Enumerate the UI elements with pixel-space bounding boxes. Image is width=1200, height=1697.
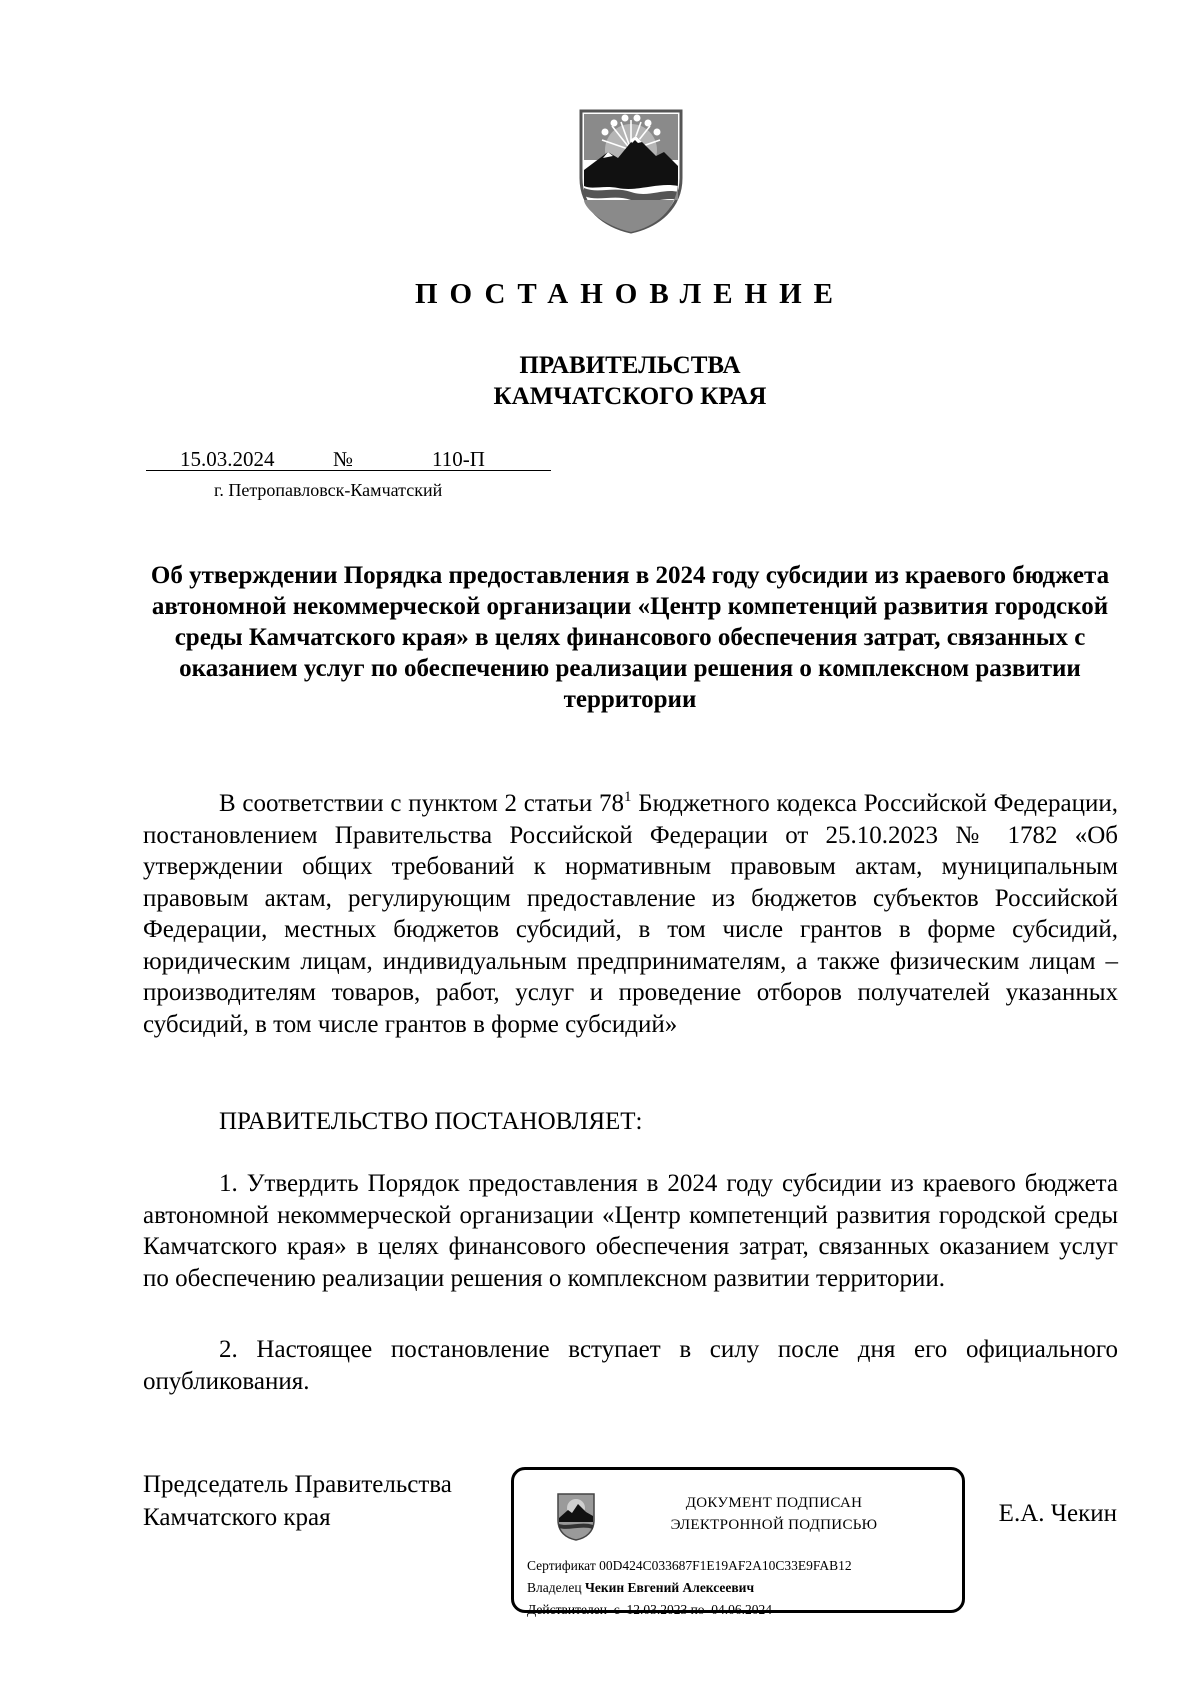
stamp-heading-line-1: ДОКУМЕНТ ПОДПИСАН [685, 1495, 863, 1511]
certificate-value: 00D424C033687F1E19AF2A10C33E9FAB12 [599, 1558, 852, 1573]
validity-line [527, 1602, 772, 1618]
preamble-text-rest: Бюджетного кодекса Российской Федерации, постановлением Правительства Российской Федерации от 25.10.2023 № 1782 «Об утверждении общих требований к нормативным правовым актам, муниципальным правовым актам, регулирующим предоставление из бюджетов субъектов Российской Федерации, местных бюджетов субсидий, в том числе грантов в форме субсидий, юридическим лицам, индивидуальным предпринимателям, а также физическим лицам – производителям товаров, работ, услуг и проведение отборов получателей указанных субсидий, в том числе грантов в форме субсидий» [143, 790, 1118, 1038]
validity-from: 12.03.2023 [626, 1602, 688, 1617]
stamp-heading [624, 1492, 924, 1536]
city-of-issue: г. Петропавловск-Камчатский [214, 480, 443, 500]
document-date: 15.03.2024 [180, 447, 275, 471]
certificate-line [527, 1558, 852, 1574]
signer-position [143, 1468, 452, 1534]
preamble-paragraph [143, 788, 1118, 1040]
number-sign: № [333, 447, 354, 471]
resolution-heading: ПРАВИТЕЛЬСТВО ПОСТАНОВЛЯЕТ: [219, 1108, 643, 1135]
electronic-signature-stamp [511, 1467, 965, 1617]
document-title: Об утверждении Порядка предоставления в 2024 году субсидии из краевого бюджета автономной некоммерческой организации «Центр компетенций развития городской среды Камчатского края» в целях финансового обеспечения затрат, связанных с оказанием услуг по обеспечению реализации решения о комплексном развитии территории [150, 562, 1110, 713]
stamp-heading-line-2: ЭЛЕКТРОННОЙ ПОДПИСЬЮ [670, 1517, 878, 1533]
article-superscript: 1 [624, 789, 632, 805]
preamble-text-start: В соответствии с пунктом 2 статьи 78 [219, 790, 625, 817]
authority-line-2: КАМЧАТСКОГО КРАЯ [493, 383, 767, 410]
owner-label: Владелец [527, 1580, 582, 1595]
item-2-paragraph: 2. Настоящее постановление вступает в силу после дня его официального опубликования. [143, 1336, 1118, 1395]
owner-line [527, 1580, 754, 1596]
authority-line-1: ПРАВИТЕЛЬСТВА [519, 352, 741, 379]
stamp-coat-of-arms-icon [556, 1492, 596, 1542]
signer-position-line-2: Камчатского края [143, 1504, 331, 1531]
document-number: 110-П [432, 447, 485, 471]
document-type-heading: ПОСТАНОВЛЕНИЕ [414, 278, 845, 310]
coat-of-arms-icon [578, 108, 684, 235]
issuing-authority [0, 350, 1200, 412]
validity-from-label: с [613, 1602, 620, 1617]
item-1-paragraph: 1. Утвердить Порядок предоставления в 2024 году субсидии из краевого бюджета автономной некоммерческой организации «Центр компетенций развития городской среды Камчатского края» в целях финансового обеспечения затрат, связанных оказанием услуг по обеспечению реализации решения о комплексном развитии территории. [143, 1170, 1118, 1292]
signer-position-line-1: Председатель Правительства [143, 1471, 452, 1498]
certificate-label: Сертификат [527, 1558, 596, 1573]
owner-value: Чекин Евгений Алексеевич [584, 1580, 755, 1595]
signer-name: Е.А. Чекин [998, 1500, 1117, 1527]
date-number-line [146, 448, 551, 471]
validity-label: Действителен [527, 1602, 607, 1617]
validity-to-label: по [690, 1602, 705, 1617]
validity-to: 04.06.2024 [711, 1602, 773, 1617]
